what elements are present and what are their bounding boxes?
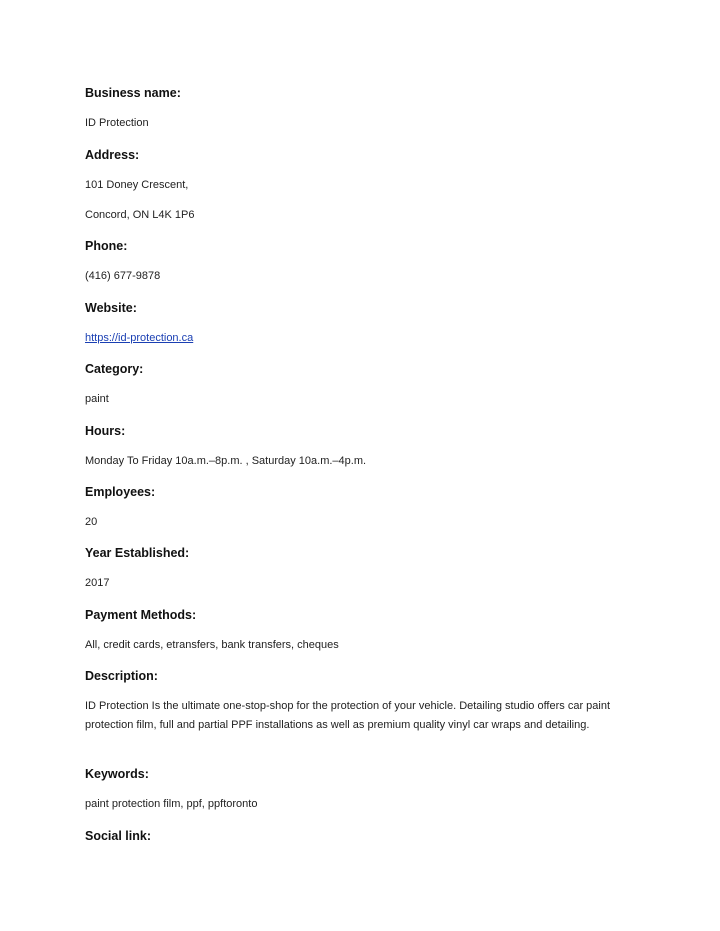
business-name-value: ID Protection — [85, 117, 149, 129]
address-line-1: 101 Doney Crescent, — [85, 179, 189, 191]
website-label: Website: — [85, 301, 137, 315]
employees-label: Employees: — [85, 485, 156, 499]
keywords-value: paint protection film, ppf, ppftoronto — [85, 798, 258, 810]
social-link-label: Social link: — [85, 829, 151, 843]
year-established-label: Year Established: — [85, 546, 190, 560]
keywords-label: Keywords: — [85, 767, 149, 781]
phone-label: Phone: — [85, 239, 128, 253]
address-line-2: Concord, ON L4K 1P6 — [85, 209, 195, 221]
address-label: Address: — [85, 148, 140, 162]
employees-value: 20 — [85, 516, 98, 528]
year-established-value: 2017 — [85, 577, 110, 589]
phone-value: (416) 677-9878 — [85, 270, 161, 282]
hours-label: Hours: — [85, 424, 126, 438]
business-name-label: Business name: — [85, 86, 181, 100]
website-link-row — [85, 332, 193, 344]
website-link[interactable]: https://id-protection.ca — [85, 332, 194, 344]
category-label: Category: — [85, 362, 144, 376]
description-label: Description: — [85, 669, 158, 683]
hours-value: Monday To Friday 10a.m.–8p.m. , Saturday 10a.m.–4p.m. — [85, 455, 367, 467]
description-value: ID Protection Is the ultimate one-stop-shop for the protection of your vehicle. Detailing studio offers car paint protection film, full and partial PPF installations as well as premium quality vinyl car wraps and detailing. — [85, 700, 611, 731]
payment-methods-label: Payment Methods: — [85, 608, 197, 622]
payment-methods-value: All, credit cards, etransfers, bank transfers, cheques — [85, 639, 339, 651]
category-value: paint — [85, 393, 109, 405]
